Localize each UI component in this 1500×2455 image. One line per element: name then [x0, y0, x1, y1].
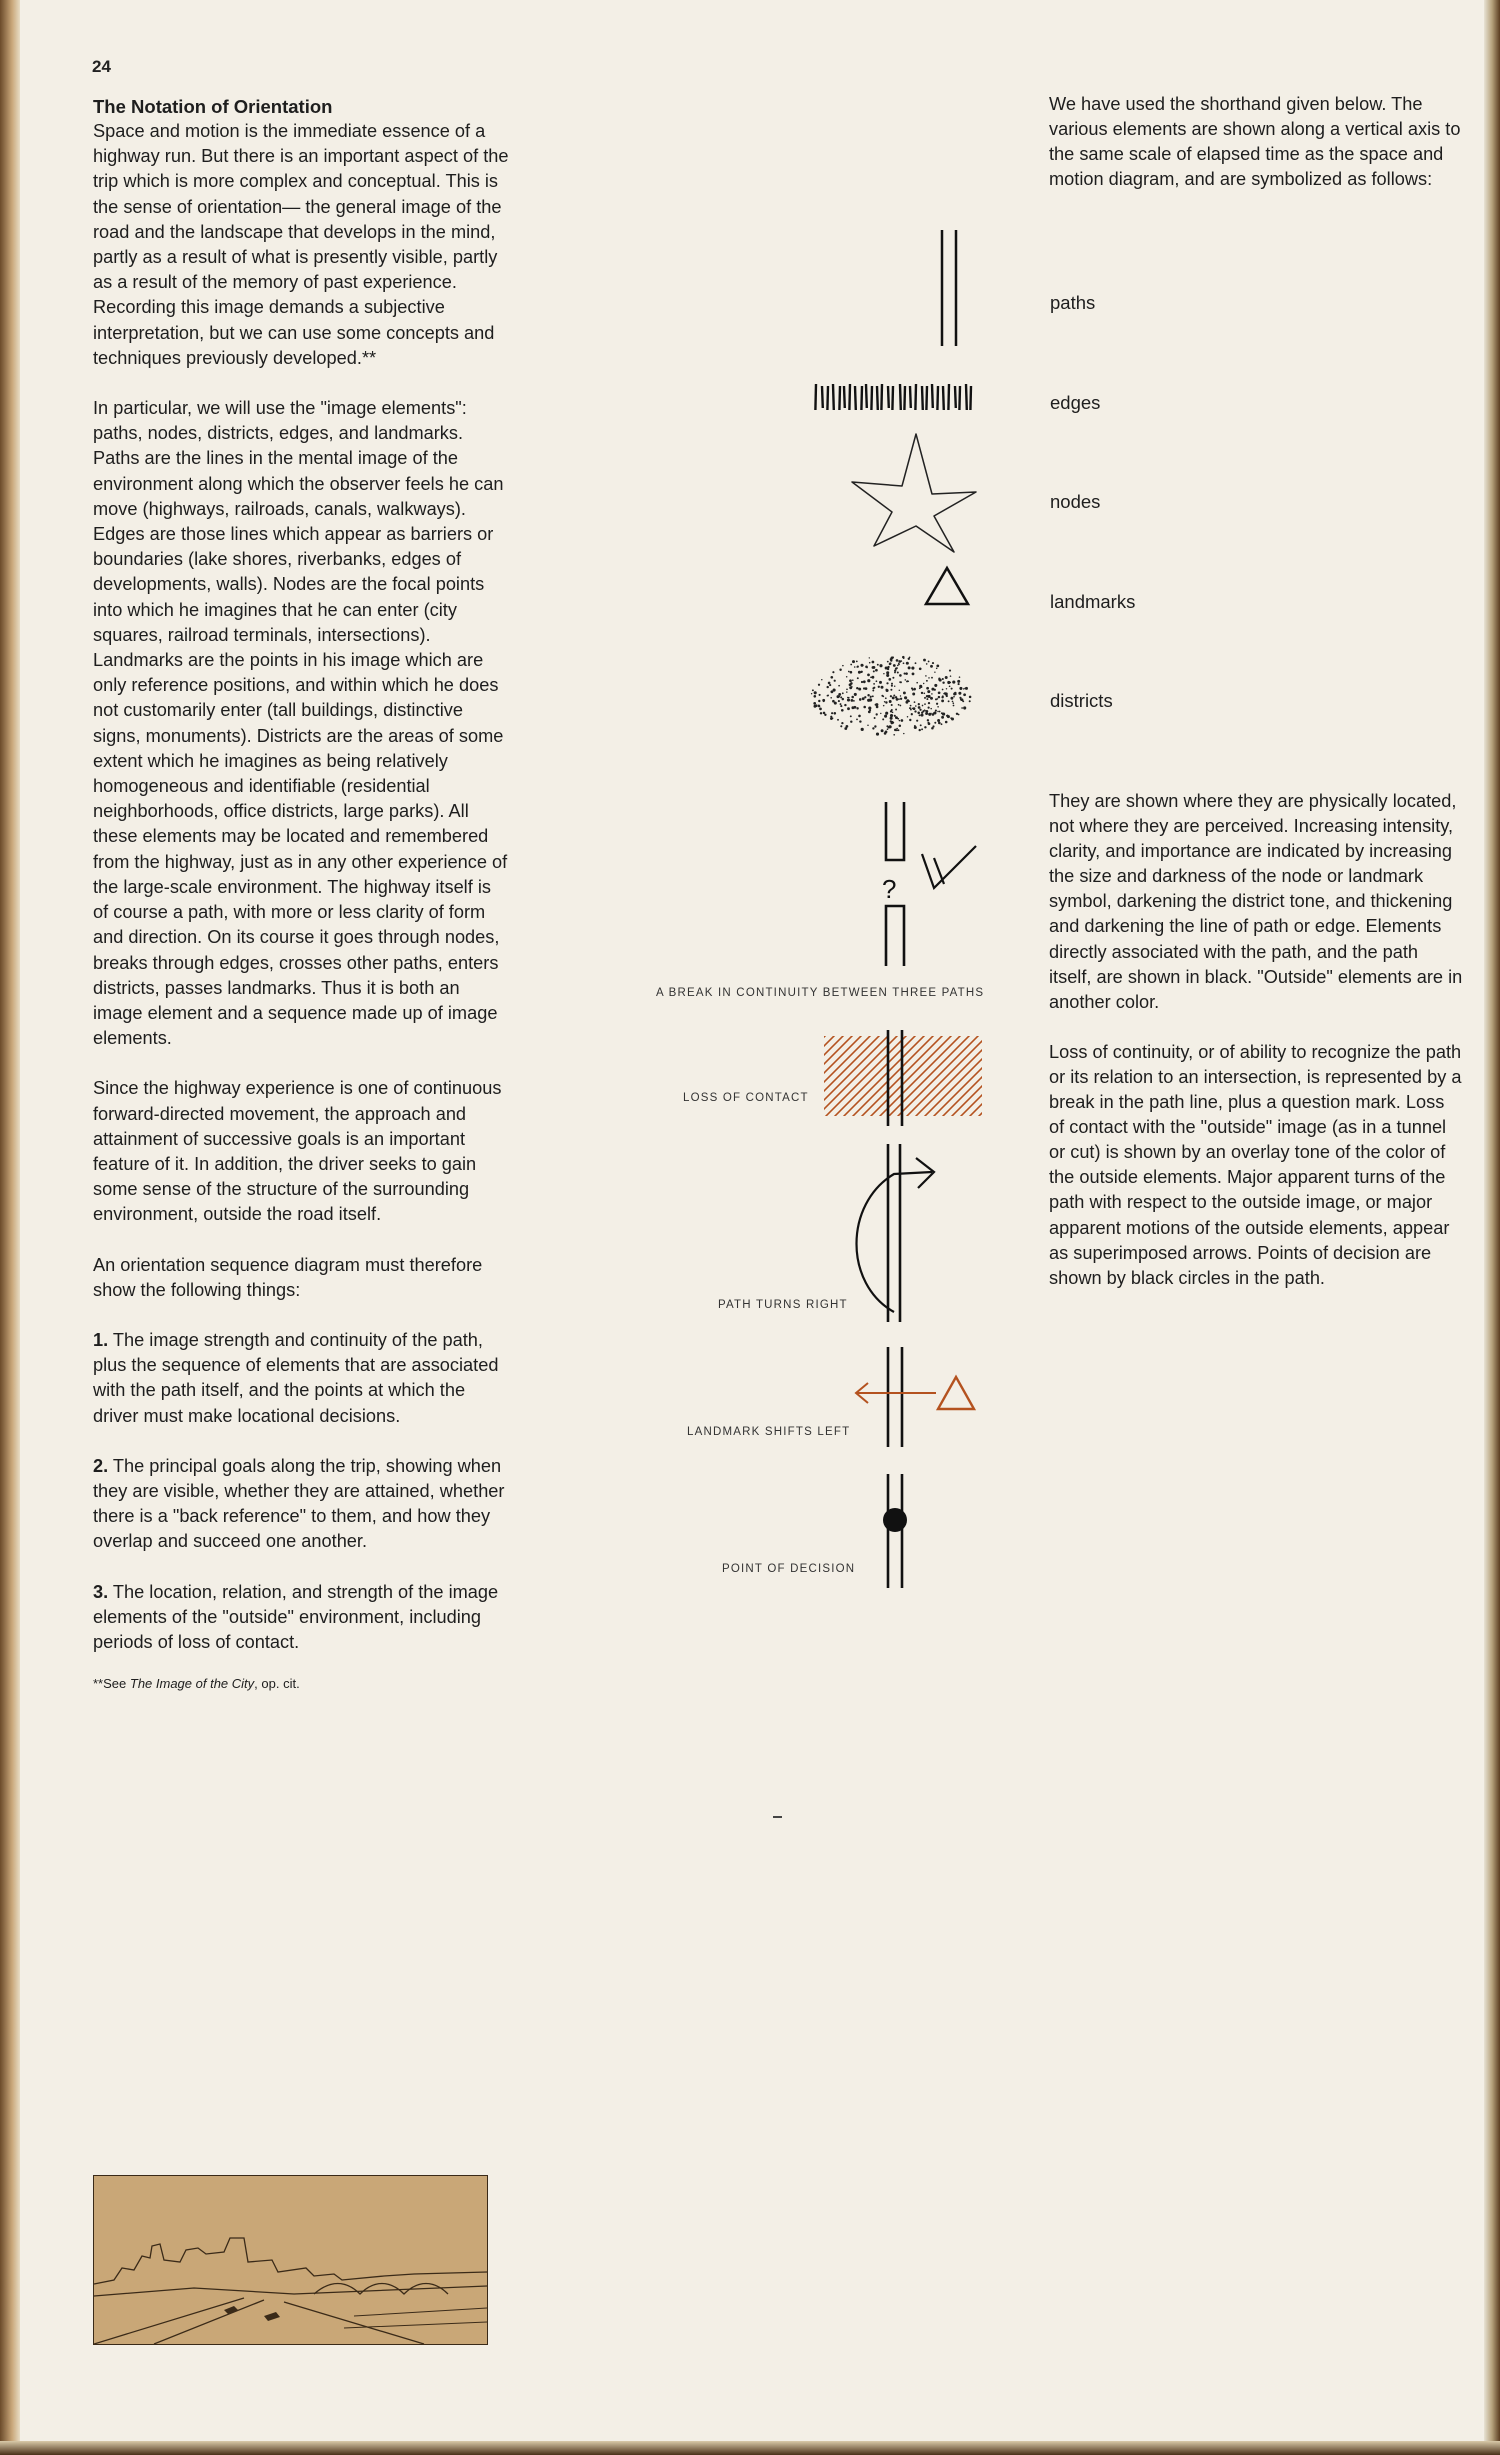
legend-label-districts: districts [1050, 690, 1113, 711]
image-elements-paragraph: In particular, we will use the "image elements": paths, nodes, districts, edges, and landmarks. Paths are the lines in the mental image of the environment along which the observer feels he can move (highways, railroads, canals, walkways). Edges are those lines which appear as barriers or boundaries (lake shores, riverbanks, edges of developments, walls). Nodes are the focal points into which he imagines that he can enter (city squares, railroad terminals, intersections). Landmarks are the points in his image which are only reference positions, and within which he does not customarily enter (tall buildings, distinctive signs, monuments). Districts are the areas of some extent which he imagines as being relatively homogeneous and identifiable (residential neighborhoods, office districts, large parks). All these elements may be located and remembered from the highway, just as in any other experience of the large-scale environment. The highway itself is of course a path, with more or less clarity of form and direction. On its course it goes through nodes, breaks through edges, crosses other paths, enters districts, passes landmarks. Thus it is both an image element and a sequence made up of image elements. [93, 398, 508, 1049]
footnote-suffix: , op. cit. [254, 1676, 300, 1692]
list-number: 1. [93, 1329, 109, 1350]
legend-label-landmarks: landmarks [1050, 591, 1136, 612]
caption-landmark-shifts-left: LANDMARK SHIFTS LEFT [687, 1426, 851, 1438]
section-heading: The Notation of Orientation [93, 96, 333, 117]
left-column [93, 94, 509, 1693]
footnote [93, 1675, 509, 1693]
highway-sketch-thumbnail [93, 2175, 488, 2345]
right-column-lower [1049, 789, 1464, 1316]
location-paragraph: They are shown where they are physically located, not where they are perceived. Increasing intensity, clarity, and importance are indicated by increasing the size and darkness of the node or landmark symbol, darkening the district tone, and thickening and darkening the line of path or edge. Elements directly associated with the path, and the path itself, are shown in black. "Outside" elements are in another color. [1049, 791, 1463, 1012]
point-of-decision-symbol [878, 1474, 928, 1588]
list-item [93, 1454, 509, 1555]
legend-label-paths: paths [1050, 292, 1096, 313]
diagram-requirements-paragraph: An orientation sequence diagram must therefore show the following things: [93, 1254, 483, 1300]
landmark-shifts-left-symbol [850, 1347, 978, 1447]
list-number: 2. [93, 1455, 109, 1476]
footnote-prefix: **See [93, 1676, 130, 1692]
edges-symbol [810, 382, 978, 412]
footnote-book-title: The Image of the City [129, 1676, 255, 1692]
nodes-symbol [840, 428, 980, 556]
list-text: The location, relation, and strength of the image elements of the "outside" environment, including periods of loss of contact. [93, 1581, 499, 1652]
right-column [1049, 92, 1464, 217]
question-mark: ? [882, 874, 897, 904]
paths-symbol [930, 228, 970, 348]
path-turns-right-symbol [852, 1144, 942, 1322]
list-text: The principal goals along the trip, showing when they are visible, whether they are attained, whether there is a "back reference" to them, and how they overlap and succeed one another. [93, 1455, 505, 1552]
page-number: 24 [92, 57, 111, 76]
page-edge-right [1484, 0, 1500, 2455]
caption-path-turns-right: PATH TURNS RIGHT [718, 1299, 848, 1311]
list-item [93, 1328, 509, 1429]
highway-experience-paragraph: Since the highway experience is one of continuous forward-directed movement, the approach and attainment of successive goals is an important feature of it. In addition, the driver seeks to gain some sense of the structure of the surrounding environment, outside the road itself. [93, 1078, 502, 1225]
caption-break-in-continuity: A BREAK IN CONTINUITY BETWEEN THREE PATHS [656, 987, 985, 999]
list-item [93, 1580, 509, 1656]
legend-label-nodes: nodes [1050, 491, 1101, 512]
loss-of-contact-symbol [822, 1030, 984, 1126]
highway-sketch [94, 2176, 487, 2344]
list-text: The image strength and continuity of the path, plus the sequence of elements that are associated with the path itself, and the points at which the driver must make locational decisions. [93, 1329, 499, 1426]
legend-label-edges: edges [1050, 392, 1101, 413]
page-edge-bottom [0, 2441, 1500, 2455]
intro-paragraph: Space and motion is the immediate essence of a highway run. But there is an important aspect of the trip which is more complex and conceptual. This is the sense of orientation— the general image of the road and the landscape that develops in the mind, partly as a result of what is presently visible, partly as a result of the memory of past experience. Recording this image demands a subjective interpretation, but we can use some concepts and techniques previously developed.** [93, 121, 509, 368]
stray-mark [773, 1816, 782, 1818]
landmarks-symbol [922, 564, 972, 608]
list-number: 3. [93, 1581, 109, 1602]
districts-symbol [806, 648, 976, 744]
loss-of-continuity-paragraph: Loss of continuity, or of ability to recognize the path or its relation to an intersection, is represented by a break in the path line, plus a question mark. Loss of contact with the "outside" image (as in a tunnel or cut) is shown by an overlay tone of the color of the outside elements. Major apparent turns of the path with respect to the outside image, or major apparent motions of the outside elements, appear as superimposed arrows. Points of decision are shown by black circles in the path. [1049, 1041, 1462, 1288]
shorthand-intro: We have used the shorthand given below. The various elements are shown along a vertical axis to the same scale of elapsed time as the space and motion diagram, and are symbolized as follows: [1049, 94, 1461, 190]
caption-point-of-decision: POINT OF DECISION [722, 1563, 856, 1575]
break-in-continuity-symbol [868, 798, 980, 968]
caption-loss-of-contact: LOSS OF CONTACT [683, 1092, 809, 1104]
page-edge-left [0, 0, 20, 2455]
